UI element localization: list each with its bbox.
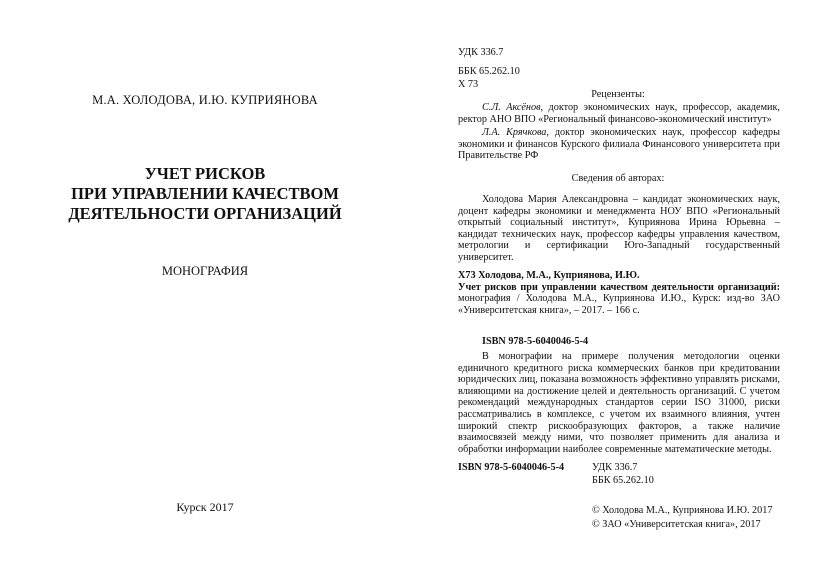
bbk-code: ББК 65.262.10 [458,66,520,77]
bibliographic-record [458,270,780,316]
udc-code: УДК 336.7 [458,47,504,58]
about-authors-text: Холодова Мария Александровна – кандидат экономических наук, доцент кафедры экономики и менеджмента НОУ ВПО «Региональный открытый социальный институт», Куприянова Ирина Юрьевна – кандидат технических наук, профессор кафедры управления качеством, метрологии и сертификации Юго-Западный государственный университет. [458,194,780,263]
reviewer-2 [458,127,780,162]
reviewer-2-text: , доктор экономических наук, профессор кафедры экономики и финансов Курского филиала Финансового университета при Правительстве РФ [458,127,780,162]
isbn-bottom: ISBN 978-5-6040046-5-4 [458,462,565,473]
reviewer-1-text: , доктор экономических наук, профессор, академик, ректор АНО ВПО «Региональный финансово-экономический институт» [458,102,780,125]
title-line-3: ДЕЯТЕЛЬНОСТИ ОРГАНИЗАЦИЙ [68,204,342,223]
genre-label: МОНОГРАФИЯ [161,264,249,278]
author-mark: Х 73 [458,79,479,90]
book-title [20,164,390,224]
title-line-2: ПРИ УПРАВЛЕНИИ КАЧЕСТВОМ [71,184,339,203]
right-page [410,0,819,579]
bib-title: Учет рисков при управлении качеством деятельности организаций: [458,281,780,293]
reviewers-heading: Рецензенты: [591,89,645,100]
reviewer-2-name: Л.А. Крячкова [482,127,547,138]
abstract-text: В монографии на примере получения методологии оценки единичного кредитного риска коммерческих банков при кредитовании юридических лиц, показана возможность эффективно управлять рисками, влияющими на достижение целей и деятельность организаций. С учетом рекомендаций международных стандартов серии ISO 31000, риски рассматривались в комплексе, с учетом их взаимного влияния, учтен широкий спектр рискообразующих факторов, а также наличие взаимосвязей между ними, что позволяет применить для анализа и обработки информации наиболее современные математические методы. [458,351,780,455]
copyright-authors: © Холодова М.А., Куприянова И.Ю. 2017 [592,505,773,516]
authors-line: М.А. ХОЛОДОВА, И.Ю. КУПРИЯНОВА [92,93,318,107]
isbn-line: ISBN 978-5-6040046-5-4 [482,336,589,347]
bib-code: Х73 [458,270,476,281]
title-line-1: УЧЕТ РИСКОВ [144,164,266,183]
copyright-publisher: © ЗАО «Университетская книга», 2017 [592,519,761,530]
bib-rest: монография / Холодова М.А., Куприянова И.Ю., Курск: изд-во ЗАО «Университетская книга», – 2017. – 166 с. [458,293,780,316]
bib-authors: Холодова, М.А., Куприянова, И.Ю. [478,270,640,281]
city-year: Курск 2017 [176,500,234,514]
reviewer-1-name: С.Л. Аксёнов [482,102,541,113]
reviewer-1 [458,102,780,125]
about-authors-heading: Сведения об авторах: [571,173,665,184]
udc-bottom: УДК 336.7 [592,462,638,473]
bbk-bottom: ББК 65.262.10 [592,475,654,486]
